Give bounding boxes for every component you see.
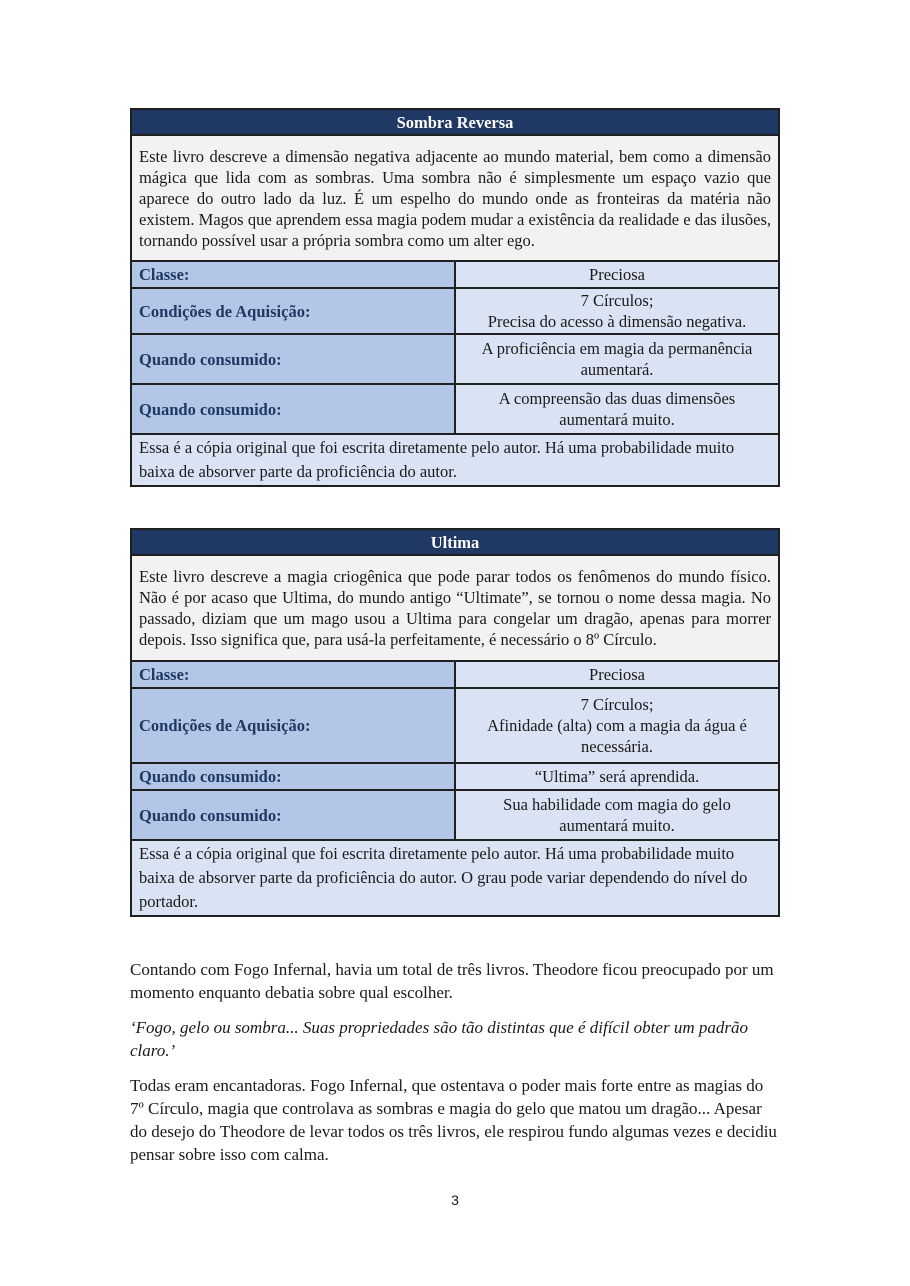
value-line: A compreensão das duas dimensões xyxy=(498,389,736,408)
acquisition-value xyxy=(455,288,779,334)
value-line: Sua habilidade com magia do gelo xyxy=(503,795,731,814)
value-line: A proficiência em magia da permanência xyxy=(481,339,753,358)
consumed-value xyxy=(455,763,779,790)
book-description: Este livro descreve a magia criogênica que pode parar todos os fenômenos do mundo físico. Não é por acaso que Ultima, do mundo antigo “Ultimate”, se tornou o nome dessa magia. No passado, diziam que um mago usou a Ultima para congelar um dragão, apenas para morrer depois. Isso significa que, para usá-la perfeitamente, é necessário o 8º Círculo. xyxy=(131,555,779,661)
value-line: aumentará. xyxy=(580,360,654,379)
consumed-value xyxy=(455,334,779,384)
value-line: aumentará muito. xyxy=(559,816,675,835)
value-line: Preciosa xyxy=(589,665,645,684)
book-title: Ultima xyxy=(131,529,779,555)
value-line: Preciosa xyxy=(589,265,645,284)
value-line: 7 Círculos; xyxy=(580,695,654,714)
page-number: 3 xyxy=(451,1192,459,1208)
body-paragraph: Todas eram encantadoras. Fogo Infernal, que ostentava o poder mais forte entre as magias do 7º Círculo, magia que controlava as sombras e magia do gelo que matou um dragão... Apesar do desejo do Theodore de levar todos os três livros, ele respirou fundo algumas vezes e decidiu pensar sobre isso com calma. xyxy=(130,1076,777,1164)
value-line: aumentará muito. xyxy=(559,410,675,429)
value-line: 7 Círculos; xyxy=(580,291,654,310)
value-line: necessária. xyxy=(581,737,653,756)
class-value xyxy=(455,261,779,288)
acquisition-value xyxy=(455,688,779,763)
value-line: “Ultima” será aprendida. xyxy=(534,767,700,786)
value-line: Afinidade (alta) com a magia da água é xyxy=(487,716,747,735)
class-label: Classe: xyxy=(131,261,455,288)
book-description: Este livro descreve a dimensão negativa adjacente ao mundo material, bem como a dimensão mágica que lida com as sombras. Uma sombra não é simplesmente um espaço vazio que aparece do outro lado da luz. É um espelho do mundo onde as fronteiras da matéria não existem. Magos que aprendem essa magia podem mudar a existência da realidade e das ilusões, tornando possível usar a própria sombra como um alter ego. xyxy=(131,135,779,261)
acquisition-label: Condições de Aquisição: xyxy=(131,688,455,763)
book-note: Essa é a cópia original que foi escrita diretamente pelo autor. Há uma probabilidade muito baixa de absorver parte da proficiência do autor. O grau pode variar dependendo do nível do portador. xyxy=(131,840,779,916)
book-table-sombra-reversa xyxy=(130,108,780,487)
consumed-value xyxy=(455,384,779,434)
class-label: Classe: xyxy=(131,661,455,688)
book-note: Essa é a cópia original que foi escrita diretamente pelo autor. Há uma probabilidade muito baixa de absorver parte da proficiência do autor. xyxy=(131,434,779,486)
acquisition-label: Condições de Aquisição: xyxy=(131,288,455,334)
book-table-ultima xyxy=(130,528,780,917)
thought-paragraph: ‘Fogo, gelo ou sombra... Suas propriedades são tão distintas que é difícil obter um padrão claro.’ xyxy=(130,1018,748,1060)
value-line: Precisa do acesso à dimensão negativa. xyxy=(487,312,747,331)
consumed-value xyxy=(455,790,779,840)
consumed-label: Quando consumido: xyxy=(131,334,455,384)
book-title: Sombra Reversa xyxy=(131,109,779,135)
consumed-label: Quando consumido: xyxy=(131,384,455,434)
body-paragraph: Contando com Fogo Infernal, havia um total de três livros. Theodore ficou preocupado por um momento enquanto debatia sobre qual escolher. xyxy=(130,960,774,1002)
consumed-label: Quando consumido: xyxy=(131,763,455,790)
consumed-label: Quando consumido: xyxy=(131,790,455,840)
class-value xyxy=(455,661,779,688)
